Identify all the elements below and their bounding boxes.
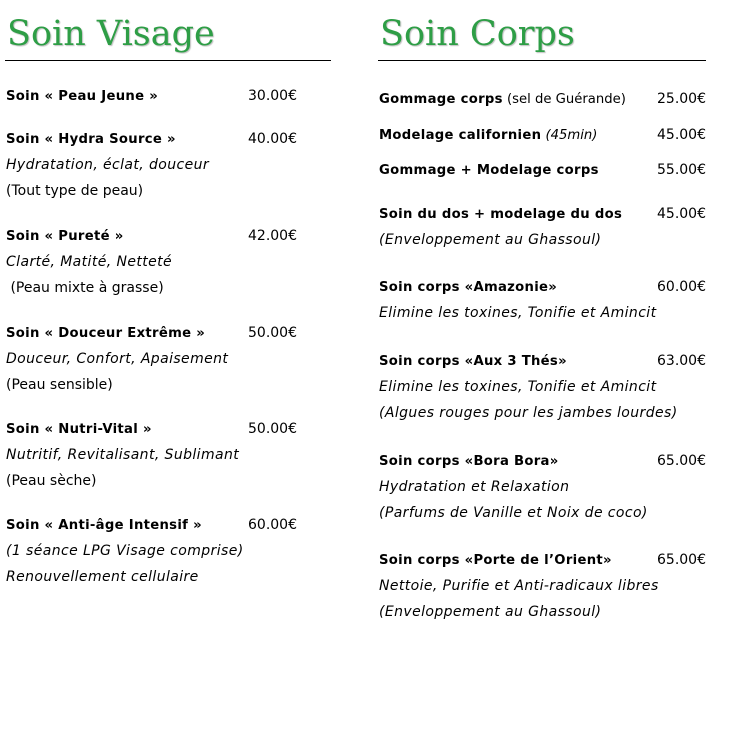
menu-item-aux-3-thes [379,348,706,426]
item-price: 55.00€ [657,162,706,178]
item-description-secondary: (Algues rouges pour les jambes lourdes) [379,405,678,421]
menu-item-hydra-source [6,126,331,204]
item-name: Soin corps «Aux 3 Thés» [379,354,567,369]
item-description: (1 séance LPG Visage comprise) [6,543,244,559]
soin-corps-title: Soin Corps [380,14,575,54]
item-name: Soin « Hydra Source » [6,132,176,147]
item-description: (Enveloppement au Ghassoul) [379,232,602,248]
item-price: 30.00€ [248,88,297,104]
menu-item-soin-du-dos [379,201,706,253]
item-name-detail: (sel de Guérande) [502,92,626,107]
item-description: Douceur, Confort, Apaisement [6,351,229,367]
menu-item-bora-bora [379,448,706,526]
item-description-secondary: (Enveloppement au Ghassoul) [379,604,602,620]
item-price: 50.00€ [248,325,297,341]
item-name: Modelage californien (45min) [379,128,598,143]
item-name: Soin corps «Porte de l’Orient» [379,553,612,568]
soin-visage-title: Soin Visage [7,14,215,54]
item-price: 40.00€ [248,131,297,147]
menu-item-purete [6,223,331,301]
item-description: Elimine les toxines, Tonifie et Amincit [379,379,657,395]
menu-item-gommage-corps [379,86,706,112]
item-name: Soin « Nutri-Vital » [6,422,152,437]
item-description: Elimine les toxines, Tonifie et Amincit [379,305,657,321]
menu-item-gommage-modelage [379,157,706,183]
item-name: Soin « Peau Jeune » [6,89,159,104]
item-price: 60.00€ [248,517,297,533]
menu-item-peau-jeune [6,83,331,109]
item-description: Nutritif, Revitalisant, Sublimant [6,447,240,463]
soin-corps-divider [378,60,706,61]
item-name: Soin « Anti-âge Intensif » [6,518,202,533]
item-price: 25.00€ [657,91,706,107]
item-price: 45.00€ [657,206,706,222]
menu-item-amazonie [379,274,706,326]
item-description: Hydratation et Relaxation [379,479,570,495]
item-price: 45.00€ [657,127,706,143]
item-price: 42.00€ [248,228,297,244]
item-price: 50.00€ [248,421,297,437]
item-description-secondary: Renouvellement cellulaire [6,569,199,585]
menu-item-modelage-californien [379,122,706,148]
item-description: Hydratation, éclat, douceur [6,157,210,173]
item-price: 60.00€ [657,279,706,295]
menu-item-douceur-extreme [6,320,331,398]
item-name: Soin corps «Bora Bora» [379,454,559,469]
item-description: Nettoie, Purifie et Anti-radicaux libres [379,578,659,594]
menu-item-anti-age-intensif [6,512,331,590]
item-name-detail: (45min) [541,128,598,143]
item-name: Gommage + Modelage corps [379,163,599,178]
item-price: 65.00€ [657,552,706,568]
item-name: Soin du dos + modelage du dos [379,207,623,222]
item-name: Gommage corps (sel de Guérande) [379,92,626,107]
item-name: Soin « Douceur Extrême » [6,326,206,341]
item-note: (Peau mixte à grasse) [6,280,164,296]
item-description: Clarté, Matité, Netteté [6,254,173,270]
item-price: 63.00€ [657,353,706,369]
menu-item-porte-de-l-orient [379,547,706,625]
item-note: (Peau sèche) [6,473,97,489]
item-description-secondary: (Parfums de Vanille et Noix de coco) [379,505,648,521]
item-name: Soin corps «Amazonie» [379,280,558,295]
item-name: Soin « Pureté » [6,229,124,244]
menu-item-nutri-vital [6,416,331,494]
item-price: 65.00€ [657,453,706,469]
item-note: (Peau sensible) [6,377,113,393]
item-note: (Tout type de peau) [6,183,144,199]
soin-visage-divider [5,60,331,61]
